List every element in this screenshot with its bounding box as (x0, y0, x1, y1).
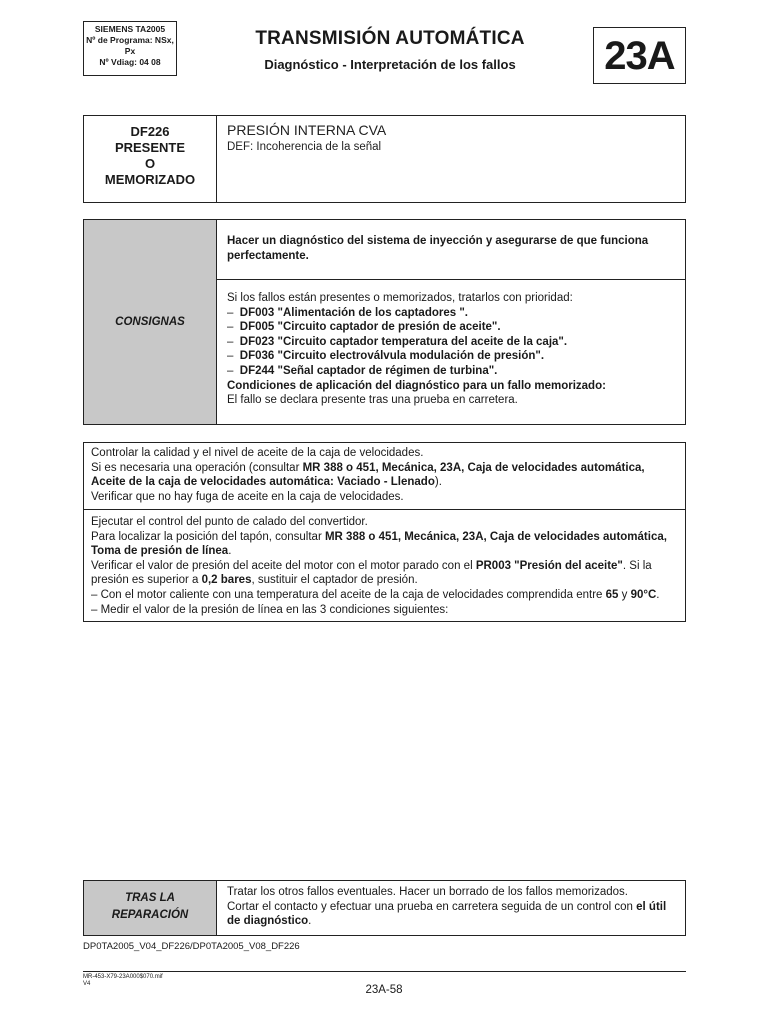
list-item: – DF003 "Alimentación de los captadores ". (227, 306, 468, 319)
text-line: Para localizar la posición del tapón, consultar MR 388 o 451, Mecánica, 23A, Caja de velocidades automática, (91, 530, 667, 543)
pressure-check-box (83, 509, 686, 622)
text-line: Si es necesaria una operación (consultar MR 388 o 451, Mecánica, 23A, Caja de velocidades automática, (91, 461, 645, 474)
fault-status (84, 116, 217, 202)
priority-intro: Si los fallos están presentes o memorizados, tratarlos con prioridad: (227, 292, 573, 304)
text-line: Ejecutar el control del punto de calado del convertidor. (91, 516, 368, 528)
consignas-instruction: Hacer un diagnóstico del sistema de inyección y asegurarse de que funciona perfectamente. (217, 220, 685, 280)
repair-text (217, 881, 685, 929)
list-item: – DF005 "Circuito captador de presión de aceite". (227, 321, 501, 334)
page-subtitle: Diagnóstico - Interpretación de los fallos (264, 57, 516, 72)
conditions-title: Condiciones de aplicación del diagnóstico para un fallo memorizado: (227, 379, 606, 392)
fault-status-line: PRESENTE (114, 140, 186, 155)
list-item: – DF244 "Señal captador de régimen de turbina". (227, 364, 498, 377)
repair-label (84, 881, 217, 935)
repair-label-line: REPARACIÓN (111, 909, 189, 921)
info-line: Nº de Programa: NSx, (86, 35, 174, 45)
text-line: Verificar el valor de presión del aceite del motor con el motor parado con el PR003 "Presión del aceite". Si la (91, 559, 652, 572)
fault-box (83, 115, 686, 203)
conditions-text: El fallo se declara presente tras una prueba en carretera. (227, 394, 518, 407)
fault-definition: DEF: Incoherencia de la señal (227, 141, 382, 153)
text-line: Controlar la calidad y el nivel de aceite de la caja de velocidades. (91, 447, 424, 459)
text-line: Cortar el contacto y efectuar una prueba en carretera seguida de un control con el útil (227, 900, 667, 913)
fault-code: DF226 (130, 124, 170, 139)
text-line: Tratar los otros fallos eventuales. Hacer un borrado de los fallos memorizados. (227, 886, 628, 898)
page-number: 23A-58 (365, 984, 403, 996)
text-line: Toma de presión de línea. (91, 545, 232, 558)
repair-box (83, 880, 686, 936)
consignas-priority (217, 280, 685, 408)
document-reference: DP0TA2005_V04_DF226/DP0TA2005_V08_DF226 (83, 941, 300, 952)
footer-divider (83, 971, 686, 972)
file-info (83, 974, 163, 988)
list-item: – DF036 "Circuito electroválvula modulación de presión". (227, 350, 545, 363)
text-line: Verificar que no hay fuga de aceite en la caja de velocidades. (91, 490, 404, 503)
fault-status-line: MEMORIZADO (104, 172, 196, 187)
program-info-box (83, 21, 177, 76)
list-item: – DF023 "Circuito captador temperatura del aceite de la caja". (227, 335, 568, 348)
info-line: Nº Vdiag: 04 08 (99, 57, 161, 67)
text-line: de diagnóstico. (227, 915, 312, 928)
consignas-label: CONSIGNAS (84, 220, 217, 424)
info-line: SIEMENS TA2005 (94, 24, 166, 34)
repair-label-line: TRAS LA (125, 892, 175, 904)
consignas-box (83, 219, 686, 425)
text-line: presión es superior a 0,2 bares, sustituir el captador de presión. (91, 574, 418, 587)
page-title: TRANSMISIÓN AUTOMÁTICA (255, 28, 525, 49)
file-name: MR-453-X79-23A000$070.mif (83, 974, 163, 980)
fault-status-line: O (144, 156, 156, 171)
section-code: 23A (593, 27, 686, 84)
info-line: Px (124, 46, 136, 56)
text-line: – Con el motor caliente con una temperatura del aceite de la caja de velocidades comprendida entre 65 y 90°C. (91, 588, 660, 601)
file-version: V4 (83, 981, 91, 987)
oil-check-box (83, 442, 686, 510)
fault-name: PRESIÓN INTERNA CVA (227, 122, 387, 138)
text-line: – Medir el valor de la presión de línea en las 3 condiciones siguientes: (91, 603, 449, 616)
text-line: Aceite de la caja de velocidades automática: Vaciado - Llenado). (91, 476, 442, 489)
